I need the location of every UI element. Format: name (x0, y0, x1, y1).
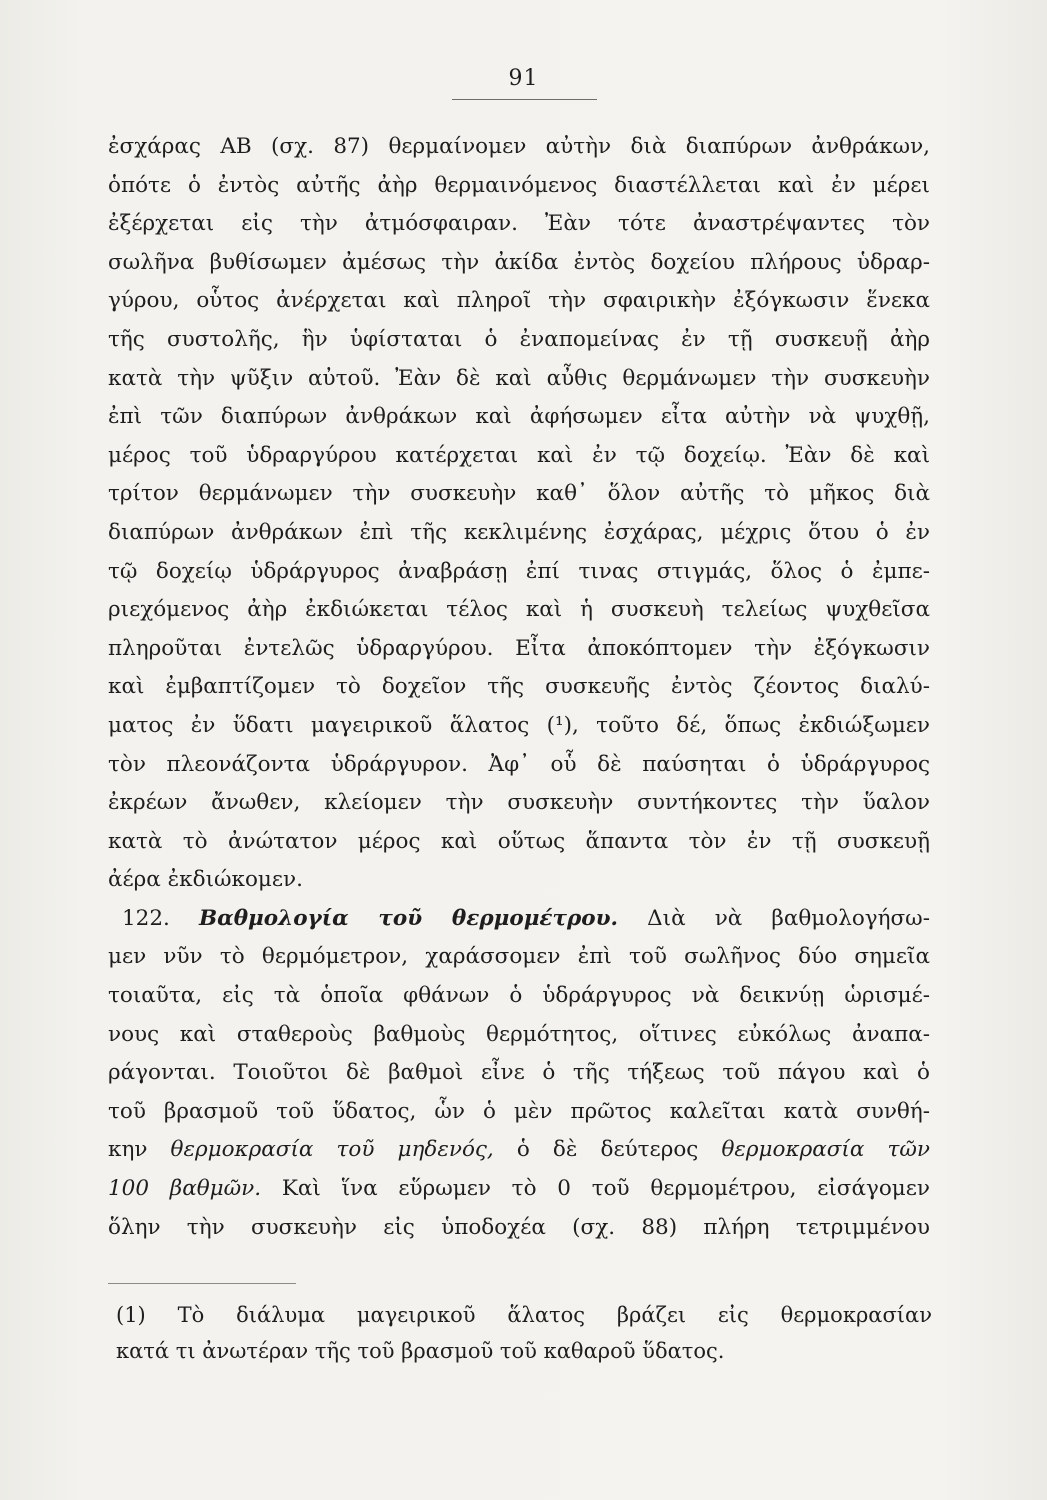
text-line: ὅλην τὴν συσκευὴν εἰς ὑποδοχέα (σχ. 88) πλήρη τετριμμένου (108, 1214, 930, 1240)
text-line: τῆς συστολῆς, ἣν ὑφίσταται ὁ ἐναπομείνας ἐν τῇ συσκευῇ ἀὴρ (108, 326, 930, 352)
section-heading-line (108, 900, 930, 939)
italic-term: 100 βαθμῶν. (108, 1176, 262, 1202)
footnote (116, 1297, 932, 1369)
text-line: κατὰ τὸ ἀνώτατον μέρος καὶ οὕτως ἅπαντα τὸν ἐν τῇ συσκευῇ (108, 828, 930, 854)
text-line: σωλῆνα βυθίσωμεν ἀμέσως τὴν ἀκίδα ἐντὸς δοχείου πλήρους ὑδραρ- (108, 249, 930, 275)
page-number: 91 (508, 66, 539, 91)
text-line: διαπύρων ἀνθράκων ἐπὶ τῆς κεκλιμένης ἐσχάρας, μέχρις ὅτου ὁ ἐν (108, 519, 930, 545)
text-line: καὶ ἐμβαπτίζομεν τὸ δοχεῖον τῆς συσκευῆς ἐντὸς ζέοντος διαλύ- (108, 674, 930, 700)
footnote-line: (1) Τὸ διάλυμα μαγειρικοῦ ἅλατος βράζει εἰς θερμοκρασίαν (116, 1303, 932, 1327)
text-line: ματος ἐν ὕδατι μαγειρικοῦ ἅλατος (¹), τοῦτο δέ, ὅπως ἐκδιώξωμεν (108, 712, 930, 738)
text-line: τρίτον θερμάνωμεν τὴν συσκευὴν καθ᾽ ὅλον αὐτῆς τὸ μῆκος διὰ (108, 481, 930, 507)
paragraph-2 (108, 900, 930, 1247)
text-line (108, 1131, 930, 1170)
text-line: τοιαῦτα, εἰς τὰ ὁποῖα φθάνων ὁ ὑδράργυρος νὰ δεικνύῃ ὡρισμέ- (108, 983, 930, 1009)
footnote-line: κατά τι ἀνωτέραν τῆς τοῦ βρασμοῦ τοῦ καθαροῦ ὕδατος. (116, 1339, 725, 1363)
footnote-rule (108, 1283, 296, 1284)
body-text (108, 128, 930, 1247)
section-title: Βαθμολογία τοῦ θερμομέτρου. (198, 905, 619, 931)
text-line: μεν νῦν τὸ θερμόμετρον, χαράσσομεν ἐπὶ τοῦ σωλῆνος δύο σημεῖα (108, 944, 930, 970)
text-line: γύρου, οὗτος ἀνέρχεται καὶ πληροῖ τὴν σφαιρικὴν ἐξόγκωσιν ἕνεκα (108, 288, 930, 314)
text-run: κην (108, 1137, 148, 1163)
text-line: πληροῦται ἐντελῶς ὑδραργύρου. Εἶτα ἀποκόπτομεν τὴν ἐξόγκωσιν (108, 635, 930, 661)
header-rule (452, 99, 597, 100)
text-run: ὁ δὲ δεύτερος (516, 1137, 699, 1163)
text-line: κατὰ τὴν ψῦξιν αὐτοῦ. Ἐὰν δὲ καὶ αὖθις θερμάνωμεν τὴν συσκευὴν (108, 365, 930, 391)
text-line: νους καὶ σταθεροὺς βαθμοὺς θερμότητος, οἵτινες εὐκόλως ἀναπα- (108, 1021, 930, 1047)
text-line: μέρος τοῦ ὑδραργύρου κατέρχεται καὶ ἐν τῷ δοχείῳ. Ἐὰν δὲ καὶ (108, 442, 930, 468)
section-number: 122. (122, 905, 170, 931)
text-line: ἐσχάρας ΑΒ (σχ. 87) θερμαίνομεν αὐτὴν διὰ διαπύρων ἀνθράκων, (108, 134, 930, 159)
text-line (108, 1170, 930, 1209)
text-line: τῷ δοχείῳ ὑδράργυρος ἀναβράσῃ ἐπί τινας στιγμάς, ὅλος ὁ ἐμπε- (108, 558, 930, 584)
text-line: ὁπότε ὁ ἐντὸς αὐτῆς ἀὴρ θερμαινόμενος διαστέλλεται καὶ ἐν μέρει (108, 172, 930, 198)
paragraph-1 (108, 128, 930, 900)
text-line: τὸν πλεονάζοντα ὑδράργυρον. Ἀφ᾽ οὗ δὲ παύσηται ὁ ὑδράργυρος (108, 751, 930, 777)
text-line: ἐπὶ τῶν διαπύρων ἀνθράκων καὶ ἀφήσωμεν εἶτα αὐτὴν νὰ ψυχθῇ, (108, 404, 930, 430)
italic-term: θερμοκρασία τοῦ μηδενός, (170, 1137, 494, 1163)
text-line: ράγονται. Τοιοῦτοι δὲ βαθμοὶ εἶνε ὁ τῆς τήξεως τοῦ πάγου καὶ ὁ (108, 1060, 930, 1086)
text-line: ἐκρέων ἄνωθεν, κλείομεν τὴν συσκευὴν συντήκοντες τὴν ὕαλον (108, 790, 930, 816)
italic-term: θερμοκρασία τῶν (721, 1137, 930, 1163)
text-line: ἀέρα ἐκδιώκομεν. (108, 867, 303, 893)
text-run: Καὶ ἵνα εὕρωμεν τὸ 0 τοῦ θερμομέτρου, εἰσάγομεν (281, 1176, 930, 1202)
text-line: ἐξέρχεται εἰς τὴν ἀτμόσφαιραν. Ἐὰν τότε ἀναστρέψαντες τὸν (108, 211, 930, 237)
text-line: τοῦ βρασμοῦ τοῦ ὕδατος, ὧν ὁ μὲν πρῶτος καλεῖται κατὰ συνθή- (108, 1098, 930, 1124)
text-run: Διὰ νὰ βαθμολογήσω- (647, 905, 930, 931)
text-line: ριεχόμενος ἀὴρ ἐκδιώκεται τέλος καὶ ἡ συσκευὴ τελείως ψυχθεῖσα (108, 597, 930, 623)
